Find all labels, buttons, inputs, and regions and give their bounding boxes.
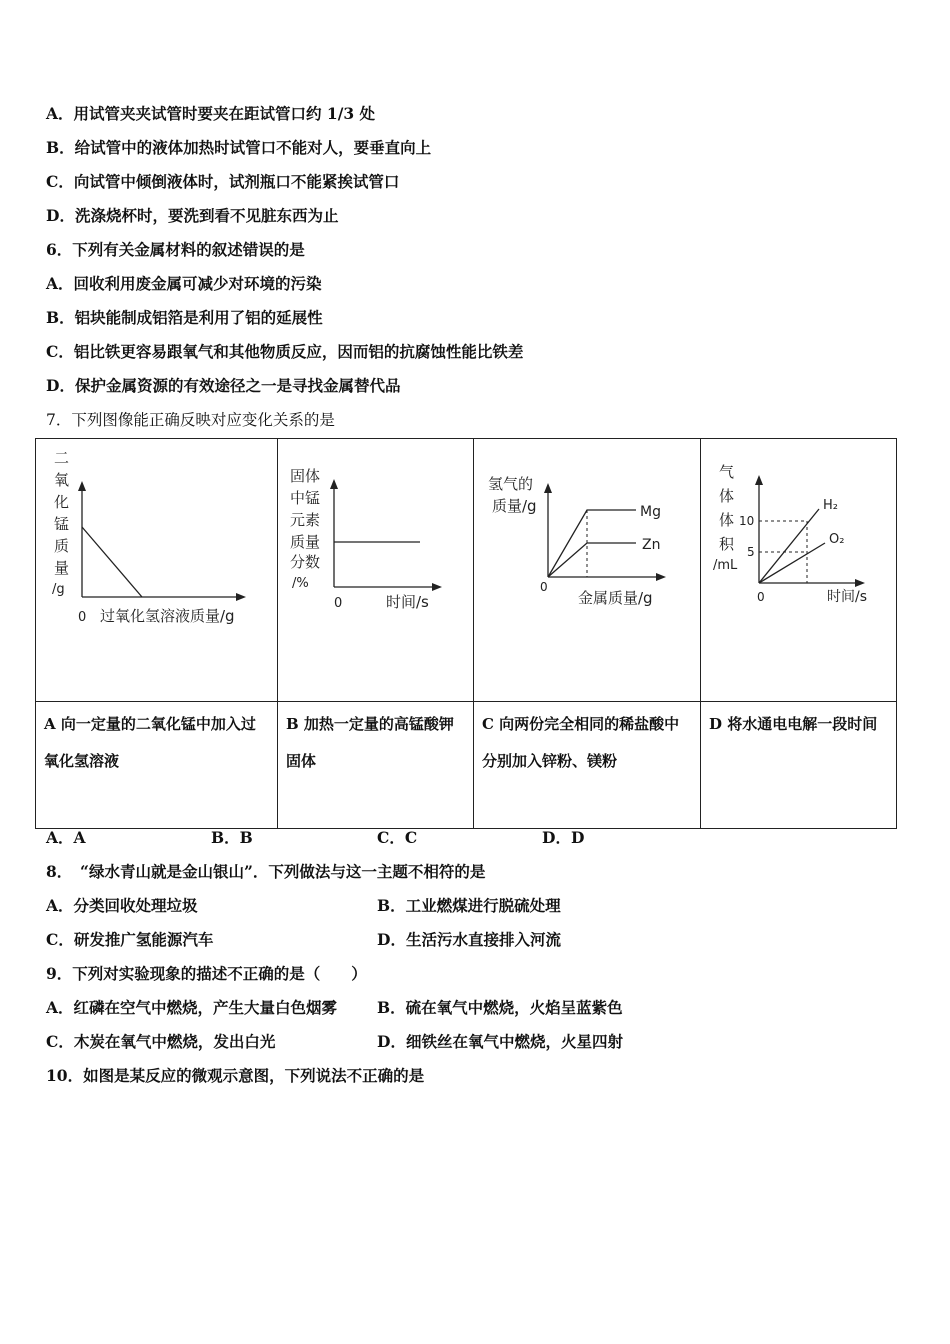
caption-b: B 加热一定量的高锰酸钾固体 [278, 702, 474, 829]
q8-option-d: D．生活污水直接排入河流 [377, 930, 561, 949]
q7-answer-a: A．A [46, 828, 86, 847]
q5-option-b: B．给试管中的液体加热时试管口不能对人，要垂直向上 [46, 138, 432, 157]
graph-d-ylabel-4: 积 [719, 535, 735, 553]
graph-b-origin: 0 [334, 596, 343, 611]
graph-b-y-arrow [330, 479, 338, 489]
graph-c-cell [474, 439, 701, 702]
q6-option-d: D．保护金属资源的有效途径之一是寻找金属替代品 [46, 376, 401, 395]
graph-a-ylabel-5: 质 [54, 537, 70, 555]
graph-d-ylabel-2: 体 [719, 487, 735, 505]
q10-stem: 10．如图是某反应的微观示意图，下列说法不正确的是 [46, 1066, 425, 1085]
graph-c-mg-label: Mg [640, 504, 661, 520]
graph-a-ylabel-3: 化 [54, 493, 70, 511]
graph-b-cell [278, 439, 474, 702]
graph-c-y-arrow [544, 483, 552, 493]
q9-option-a: A．红磷在空气中燃烧，产生大量白色烟雾 [46, 998, 338, 1017]
graph-c [474, 439, 700, 697]
graph-c-zn-label: Zn [642, 537, 661, 553]
caption-a: A 向一定量的二氧化锰中加入过氧化氢溶液 [36, 702, 278, 829]
graph-d-xlabel: 时间/s [827, 589, 868, 605]
graph-a-y-arrow [78, 481, 86, 491]
graph-a-ylabel-6: 量 [54, 559, 70, 577]
q8-option-c: C．研发推广氢能源汽车 [46, 930, 214, 949]
q9-option-d: D．细铁丝在氧气中燃烧，火星四射 [377, 1032, 623, 1051]
graph-d-x-arrow [855, 579, 865, 587]
q6-option-a: A．回收利用废金属可减少对环境的污染 [46, 274, 322, 293]
graph-b-ylabel-1: 固体 [290, 467, 321, 485]
q7-answer-b: B．B [211, 828, 253, 847]
q6-option-b: B．铝块能制成铝箔是利用了铝的延展性 [46, 308, 323, 327]
graph-d-origin: 0 [757, 590, 765, 604]
graph-a-line [82, 527, 142, 597]
graph-d-h2-line [759, 509, 819, 583]
q6-option-c: C．铝比铁更容易跟氧气和其他物质反应，因而铝的抗腐蚀性能比铁差 [46, 342, 524, 361]
graph-b-ylabel-unit: /% [292, 576, 309, 591]
graph-b-ylabel-3: 元素 [290, 511, 321, 529]
q8-option-b: B．工业燃煤进行脱硫处理 [377, 896, 561, 915]
caption-d: D 将水通电电解一段时间 [701, 702, 897, 829]
graph-b-x-arrow [432, 583, 442, 591]
graph-b-ylabel-4: 质量 [290, 533, 321, 551]
graph-b-ylabel-2: 中锰 [290, 489, 321, 507]
graph-a-ylabel-unit: /g [52, 582, 65, 597]
graph-b-xlabel: 时间/s [386, 593, 429, 611]
graph-a-origin: 0 [78, 610, 87, 625]
q7-stem: 7．下列图像能正确反映对应变化关系的是 [46, 411, 335, 429]
graph-c-x-arrow [656, 573, 666, 581]
q7-graph-table [35, 438, 897, 829]
graph-d-tick-5: 5 [747, 545, 755, 559]
q8-stem: 8． “绿水青山就是金山银山”．下列做法与这一主题不相符的是 [46, 862, 486, 881]
q9-option-b: B．硫在氧气中燃烧，火焰呈蓝紫色 [377, 998, 623, 1017]
graph-b-ylabel-5: 分数 [290, 553, 321, 571]
graph-d-h2-label: H₂ [823, 498, 838, 513]
graph-a [36, 439, 277, 697]
q7-answer-c: C．C [377, 828, 418, 847]
q9-option-c: C．木炭在氧气中燃烧，发出白光 [46, 1032, 276, 1051]
graph-c-origin: 0 [540, 580, 548, 594]
q6-stem: 6．下列有关金属材料的叙述错误的是 [46, 240, 305, 259]
q8-option-a: A．分类回收处理垃圾 [46, 896, 198, 915]
graph-a-cell [36, 439, 278, 702]
graph-a-ylabel-1: 二 [54, 449, 70, 467]
graph-d-y-arrow [755, 475, 763, 485]
graph-d-ylabel-3: 体 [719, 511, 735, 529]
q5-option-c: C．向试管中倾倒液体时，试剂瓶口不能紧挨试管口 [46, 172, 400, 191]
graph-a-ylabel-2: 氧 [54, 471, 70, 489]
graph-d [701, 439, 896, 697]
graph-d-ylabel-unit: /mL [713, 558, 738, 573]
graph-a-xlabel: 过氧化氢溶液质量/g [100, 607, 235, 625]
q7-answer-d: D．D [542, 828, 585, 847]
graph-c-zn-line [548, 543, 636, 577]
graph-c-xlabel: 金属质量/g [578, 589, 653, 607]
graph-d-cell [701, 439, 897, 702]
graph-c-ylabel-2: 质量/g [492, 497, 537, 515]
caption-c: C 向两份完全相同的稀盐酸中分别加入锌粉、镁粉 [474, 702, 701, 829]
graph-d-ylabel-1: 气 [719, 463, 735, 481]
graph-d-o2-label: O₂ [829, 532, 845, 547]
q9-stem: 9．下列对实验现象的描述不正确的是（ ） [46, 964, 367, 983]
q5-option-d: D．洗涤烧杯时，要洗到看不见脏东西为止 [46, 206, 339, 225]
q5-option-a: A．用试管夹夹试管时要夹在距试管口约 1/3 处 [46, 104, 376, 123]
graph-d-o2-line [759, 543, 825, 583]
graph-b [278, 439, 473, 697]
graph-a-x-arrow [236, 593, 246, 601]
graph-a-ylabel-4: 锰 [54, 515, 70, 533]
graph-d-tick-10: 10 [739, 514, 755, 528]
graph-c-ylabel-1: 氢气的 [488, 475, 534, 493]
